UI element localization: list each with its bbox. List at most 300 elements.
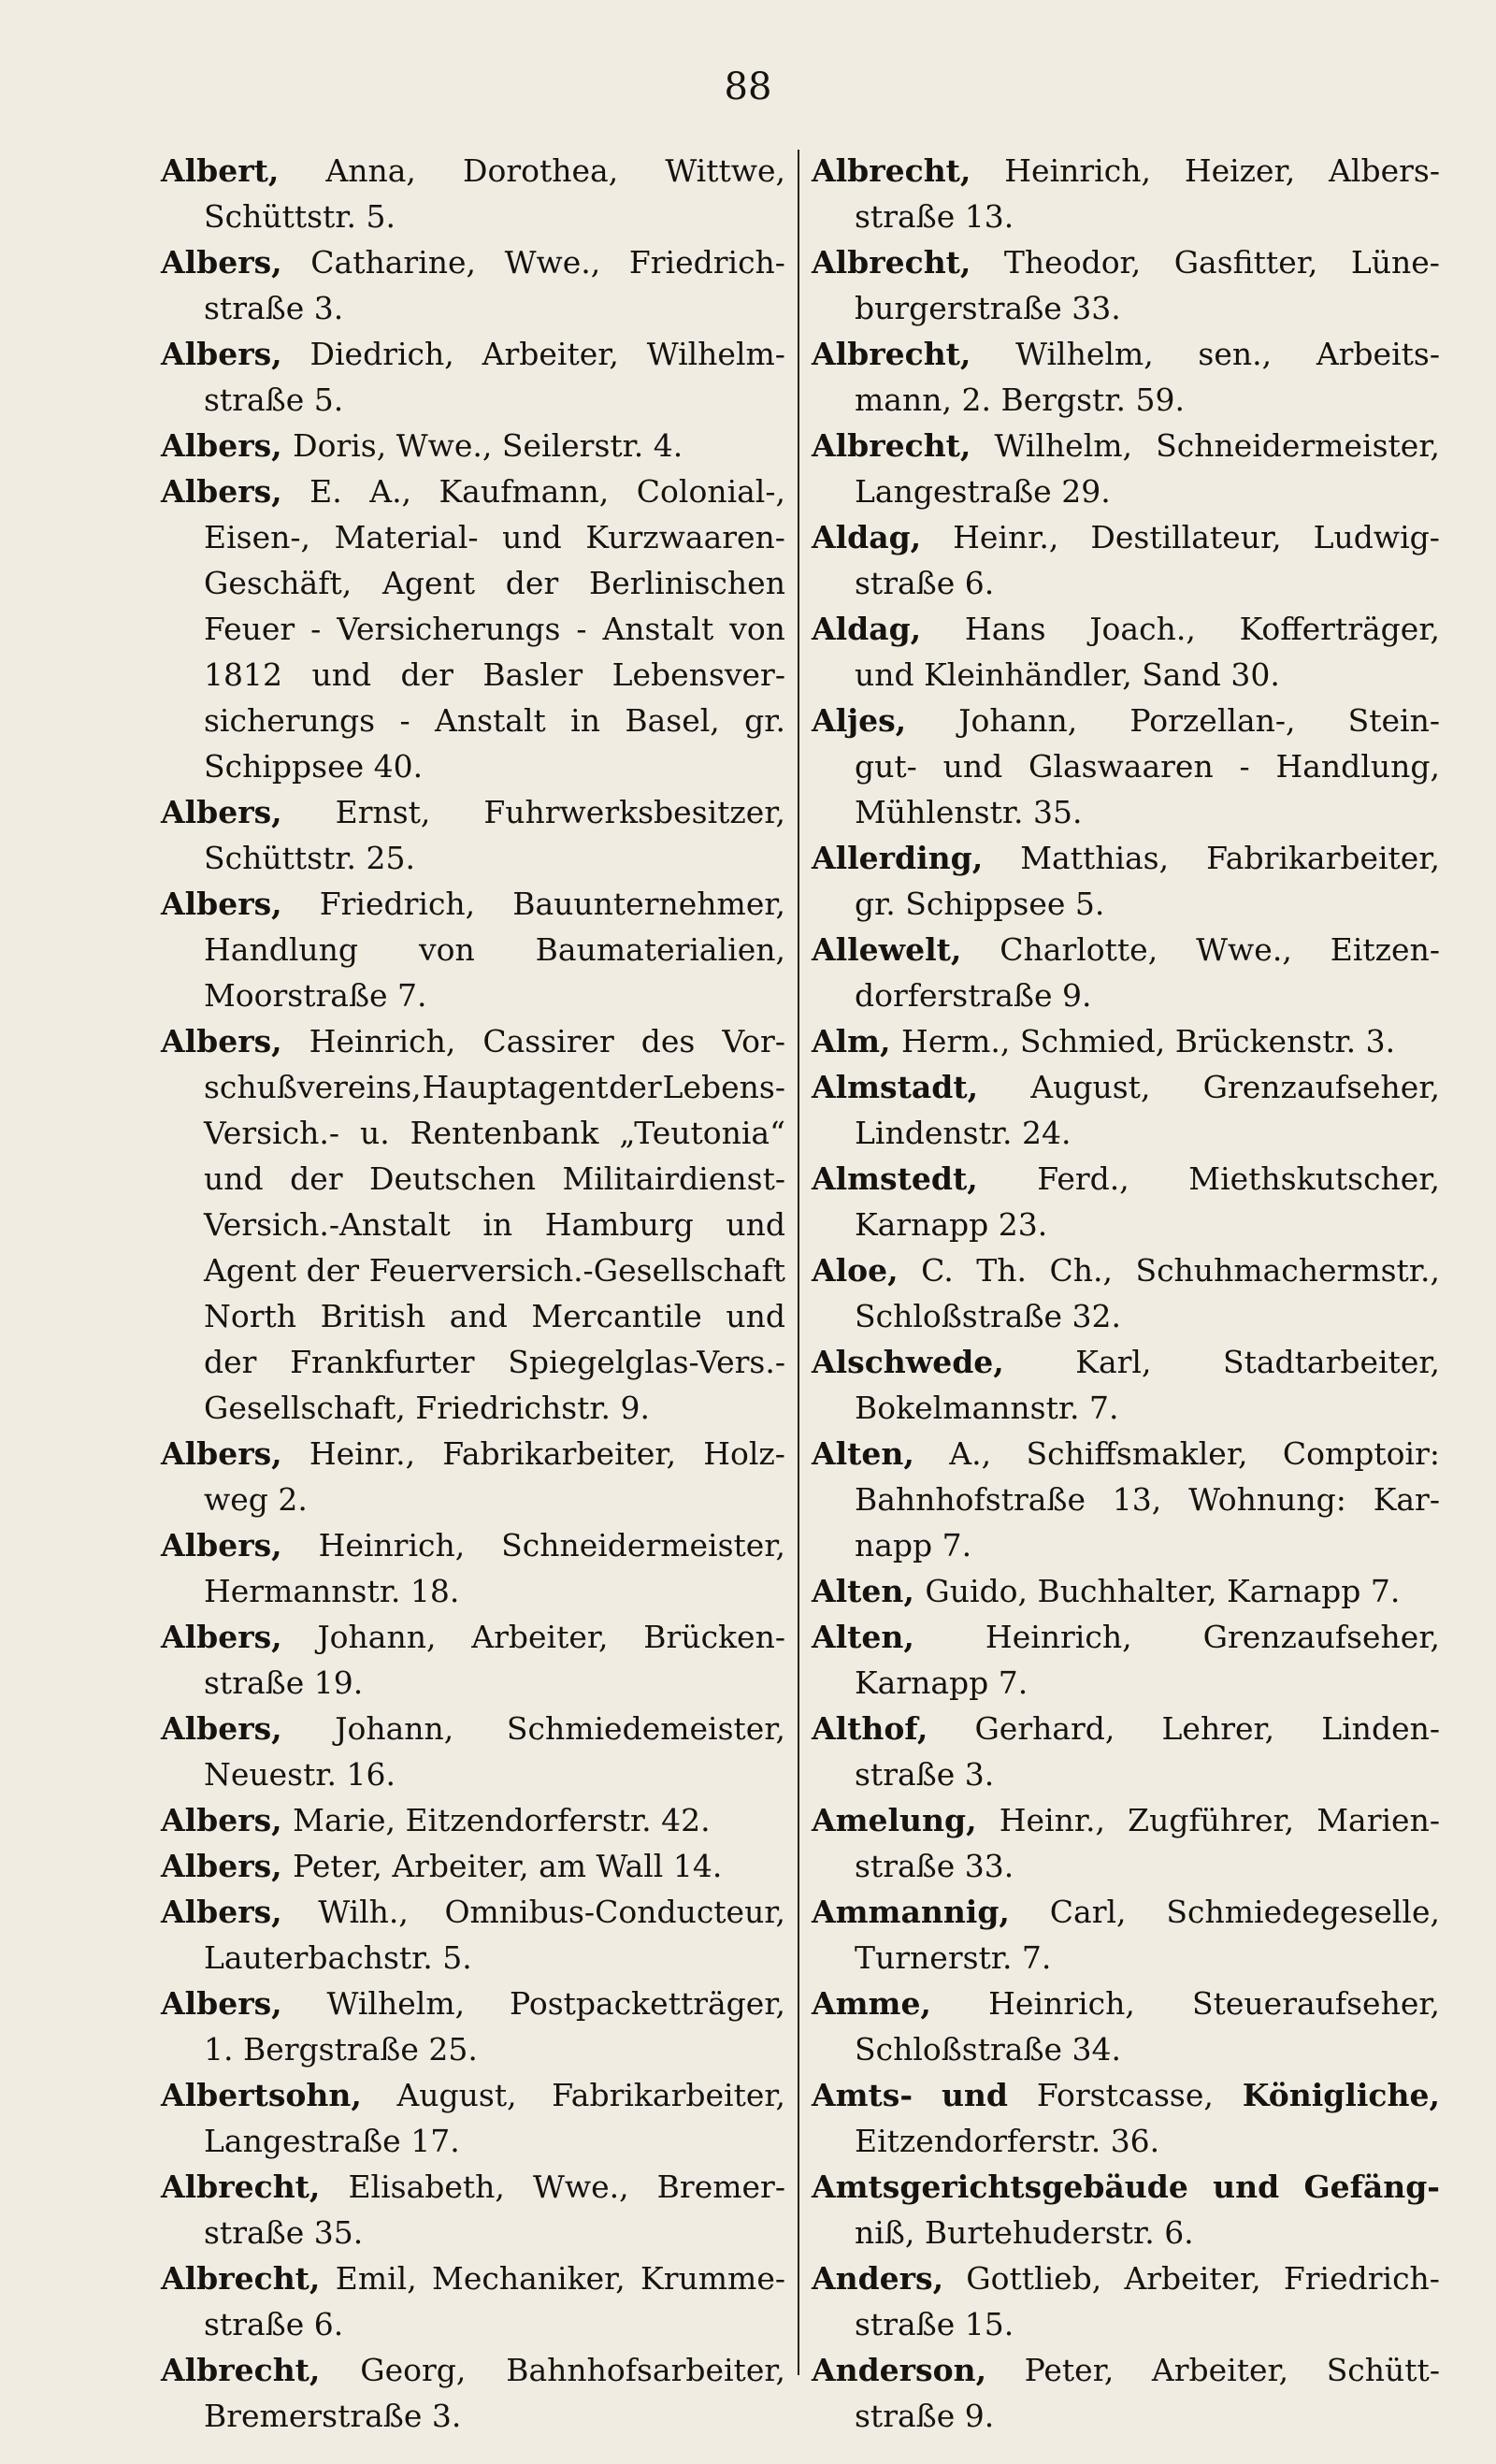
entry-continuation-line <box>812 1935 1440 1981</box>
entry-first-line <box>161 1981 785 2026</box>
directory-entry <box>161 1981 785 2072</box>
word: Schüttstr. <box>204 840 367 876</box>
entry-continuation-line <box>161 606 785 652</box>
word: Friedrich- <box>628 244 785 281</box>
word: Hermannstr. <box>204 1573 410 1609</box>
word: Rentenbank <box>410 1115 599 1151</box>
entry-first-line <box>812 1568 1440 1614</box>
word: Albrecht, <box>812 244 971 281</box>
word: Marien- <box>1316 1802 1440 1838</box>
word: Feuer <box>204 611 295 647</box>
word: Ludwig- <box>1313 519 1440 555</box>
word: Bokelmannstr. <box>855 1390 1089 1426</box>
directory-entry <box>812 423 1440 514</box>
directory-entry <box>812 1797 1440 1889</box>
entry-continuation-line <box>161 1110 785 1156</box>
word: Arbeiter, <box>1151 2352 1289 2388</box>
directory-entry <box>161 1889 785 1981</box>
entry-first-line <box>812 239 1440 285</box>
entry-continuation-line <box>812 973 1440 1018</box>
word: Johann, <box>317 1619 437 1655</box>
word: Amts- <box>812 2077 913 2113</box>
word: Dorothea, <box>463 152 619 189</box>
word: Schloßstraße <box>855 2031 1072 2068</box>
entry-continuation-line <box>812 1660 1440 1706</box>
entry-continuation-line <box>812 2393 1440 2439</box>
word: Albrecht, <box>812 152 971 189</box>
word: Doris, <box>293 427 396 464</box>
word: schußvereins, <box>204 1069 422 1105</box>
word: 7. <box>942 1527 972 1563</box>
entry-continuation-line <box>161 652 785 698</box>
entry-continuation-line <box>812 1385 1440 1431</box>
word: Handlung <box>204 931 359 968</box>
entry-continuation-line <box>161 2301 785 2347</box>
word: Georg, <box>360 2352 467 2388</box>
entry-continuation-line <box>161 285 785 331</box>
word: Lebens- <box>662 1069 785 1105</box>
word: Schmied, <box>1019 1023 1175 1059</box>
word: Forstcasse, <box>1036 2077 1214 2113</box>
entry-first-line <box>812 1981 1440 2026</box>
word: Aljes, <box>812 702 907 739</box>
word: Albert, <box>161 152 280 189</box>
word: 24. <box>1021 1115 1072 1151</box>
word: Vor- <box>722 1023 785 1059</box>
word: 32. <box>1072 1298 1121 1334</box>
entry-continuation-line <box>812 789 1440 835</box>
word: 3. <box>313 290 344 326</box>
word: Anstalt <box>602 611 714 647</box>
word: Hamburg <box>544 1206 694 1243</box>
word: August, <box>1030 1069 1151 1105</box>
entry-continuation-line <box>812 1477 1440 1522</box>
word: Emil, <box>335 2260 417 2297</box>
word: Heinrich, <box>309 1023 456 1059</box>
word: Anders, <box>812 2260 944 2297</box>
word: Berlinischen <box>589 565 785 601</box>
word: Johann, <box>335 1710 454 1747</box>
entry-first-line <box>812 927 1440 973</box>
entry-continuation-line <box>161 377 785 423</box>
word: Lauterbachstr. <box>204 1939 443 1976</box>
word: 1. <box>204 2031 243 2068</box>
word: Schuhmachermstr., <box>1135 1252 1440 1289</box>
word: Fuhrwerksbesitzer, <box>483 794 785 830</box>
word: Theodor, <box>1003 244 1142 281</box>
word: Guido, <box>925 1573 1038 1609</box>
word: Schüttstr. <box>204 198 367 235</box>
page-number: 88 <box>724 65 772 108</box>
word: straße <box>204 2306 314 2342</box>
entry-first-line <box>161 1797 785 1843</box>
word: der <box>306 1252 360 1289</box>
word: Heinrich, <box>318 1527 466 1563</box>
word: 36. <box>1110 2123 1160 2159</box>
entry-continuation-line <box>161 743 785 789</box>
word: Kofferträger, <box>1239 611 1440 647</box>
word: Wittwe, <box>665 152 785 189</box>
entry-first-line <box>161 2072 785 2118</box>
directory-entry <box>812 1247 1440 1339</box>
word: Omnibus-Conducteur, <box>444 1894 785 1930</box>
directory-entry <box>812 239 1440 331</box>
directory-entry <box>812 148 1440 239</box>
word: Karl, <box>1075 1344 1152 1380</box>
word: Schiffsmakler, <box>1026 1435 1248 1472</box>
word: straße <box>855 198 965 235</box>
word: Eitzendorferstr. <box>405 1802 662 1838</box>
word: Bahnhofstraße <box>855 1481 1086 1518</box>
word: straße <box>855 565 965 601</box>
word: Gerhard, <box>974 1710 1115 1747</box>
directory-entry <box>161 881 785 1018</box>
word: 7. <box>1089 1390 1119 1426</box>
entry-continuation-line <box>161 2026 785 2072</box>
word: Schütt- <box>1326 2352 1440 2388</box>
word: Alten, <box>812 1619 914 1655</box>
word: Arbeiter, <box>1124 2260 1261 2297</box>
word: 6. <box>313 2306 344 2342</box>
directory-entry <box>812 331 1440 423</box>
word: Arbeiter, <box>482 336 619 372</box>
word: 59. <box>1135 382 1185 418</box>
word: Kleinhändler, <box>924 656 1143 693</box>
word: 9. <box>620 1390 651 1426</box>
entry-continuation-line <box>812 1202 1440 1247</box>
word: Bremer- <box>656 2169 785 2205</box>
entry-first-line <box>161 423 785 468</box>
entry-first-line <box>812 2255 1440 2301</box>
word: 29. <box>1061 473 1111 510</box>
directory-entry <box>812 1889 1440 1981</box>
entry-continuation-line <box>161 1247 785 1293</box>
word: Eitzendorferstr. <box>855 2123 1111 2159</box>
word: 19. <box>313 1664 364 1701</box>
entry-first-line <box>812 1064 1440 1110</box>
word: Mechaniker, <box>432 2260 626 2297</box>
word: 7. <box>998 1664 1028 1701</box>
word: and <box>449 1298 508 1334</box>
word: Gefäng- <box>1303 2169 1440 2205</box>
word: Gasfitter, <box>1173 244 1318 281</box>
directory-entry <box>812 698 1440 835</box>
word: Bergstraße <box>242 2031 429 2068</box>
word: Baumaterialien, <box>535 931 785 968</box>
entry-continuation-line <box>161 2210 785 2255</box>
word: Amtsgerichtsgebäude <box>812 2169 1188 2205</box>
word: Heizer, <box>1184 152 1296 189</box>
word: 6. <box>1164 2214 1194 2251</box>
word: 25. <box>428 2031 478 2068</box>
word: 1812 <box>204 656 282 693</box>
word: und <box>502 519 562 555</box>
word: in <box>482 1206 513 1243</box>
word: Bergstr. <box>1000 382 1136 418</box>
entry-continuation-line <box>812 652 1440 698</box>
entry-continuation-line <box>812 1110 1440 1156</box>
word: 2. <box>961 382 1001 418</box>
word: Schneidermeister, <box>501 1527 785 1563</box>
entry-first-line <box>161 1889 785 1935</box>
word: Heinr., <box>309 1435 416 1472</box>
entry-continuation-line <box>161 1293 785 1339</box>
directory-entry <box>812 606 1440 698</box>
word: 17. <box>410 2123 460 2159</box>
word: Elisabeth, <box>348 2169 505 2205</box>
word: Bremerstraße <box>204 2398 432 2434</box>
word: Karnapp <box>1227 1573 1371 1609</box>
word: Marie, <box>293 1802 406 1838</box>
directory-entry <box>161 1522 785 1614</box>
entry-first-line <box>812 1018 1440 1064</box>
entry-first-line <box>161 1614 785 1660</box>
directory-entry <box>161 331 785 423</box>
word: gut- <box>855 748 917 785</box>
entry-continuation-line <box>161 514 785 560</box>
word: Glaswaaren <box>1028 748 1214 785</box>
directory-entry <box>161 1431 785 1522</box>
word: Miethskutscher, <box>1188 1160 1440 1197</box>
word: Albers, <box>161 1435 282 1472</box>
entry-continuation-line <box>161 1935 785 1981</box>
word: Sand <box>1142 656 1231 693</box>
left-column <box>161 148 785 2439</box>
word: North <box>204 1298 297 1334</box>
word: Aldag, <box>812 611 922 647</box>
word: 9. <box>1062 977 1092 1014</box>
entry-first-line <box>161 2255 785 2301</box>
right-column <box>812 148 1440 2439</box>
directory-entry <box>161 1706 785 1797</box>
word: Herm., <box>901 1023 1020 1059</box>
directory-entry <box>161 423 785 468</box>
word: Albers- <box>1329 152 1440 189</box>
word: Grenzaufseher, <box>1202 1069 1440 1105</box>
word: 7. <box>397 977 427 1014</box>
word: 35. <box>313 2214 364 2251</box>
directory-entry <box>812 1156 1440 1247</box>
word: Versich.- <box>204 1115 339 1151</box>
word: Diedrich, <box>309 336 454 372</box>
entry-first-line <box>161 789 785 835</box>
word: Almstadt, <box>812 1069 979 1105</box>
word: Albers, <box>161 1710 282 1747</box>
entry-continuation-line <box>161 973 785 1018</box>
entry-continuation-line <box>812 2301 1440 2347</box>
word: des <box>640 1023 696 1059</box>
word: und <box>855 656 925 693</box>
word: Seilerstr. <box>501 427 654 464</box>
entry-first-line <box>812 1889 1440 1935</box>
word: Hans <box>964 611 1046 647</box>
word: der <box>400 656 453 693</box>
word: und <box>942 748 1003 785</box>
word: Agent <box>382 565 475 601</box>
directory-entry <box>812 1706 1440 1797</box>
word: Peter, <box>1024 2352 1115 2388</box>
word: straße <box>204 2214 314 2251</box>
column-divider <box>798 150 799 2375</box>
word: Alm, <box>812 1023 902 1059</box>
word: Turnerstr. <box>855 1939 1022 1976</box>
word: Schippsee <box>204 748 374 785</box>
word: Wwe., <box>396 427 502 464</box>
entry-first-line <box>161 881 785 927</box>
word: Versich.-Anstalt <box>204 1206 451 1243</box>
word: sicherungs <box>204 702 376 739</box>
directory-entry <box>161 2347 785 2439</box>
word: Ch., <box>1049 1252 1113 1289</box>
word: 5. <box>366 198 396 235</box>
word: weg <box>204 1481 279 1518</box>
word: 16. <box>346 1756 396 1793</box>
word: und <box>726 1206 785 1243</box>
word: Fabrikarbeiter, <box>442 1435 677 1472</box>
word: Eisen-, <box>204 519 311 555</box>
word: dorferstraße <box>855 977 1062 1014</box>
word: Albers, <box>161 886 282 922</box>
entry-first-line <box>161 1706 785 1751</box>
word: der <box>204 1344 257 1380</box>
directory-entry <box>812 1568 1440 1614</box>
word: Charlotte, <box>1000 931 1158 968</box>
word: Schippsee <box>905 886 1075 922</box>
entry-continuation-line <box>161 1156 785 1202</box>
word: 15. <box>964 2306 1014 2342</box>
word: British <box>320 1298 426 1334</box>
word: Albers, <box>161 336 282 372</box>
word: Versicherungs <box>337 611 561 647</box>
entry-first-line <box>161 2164 785 2210</box>
word: Stein- <box>1347 702 1440 739</box>
word: Lüne- <box>1350 244 1440 281</box>
word: der <box>290 1160 343 1197</box>
word: Peter, <box>293 1848 393 1884</box>
directory-entry <box>812 1981 1440 2072</box>
entry-continuation-line <box>161 2118 785 2164</box>
word: Frankfurter <box>290 1344 475 1380</box>
word: Langestraße <box>204 2123 411 2159</box>
entry-continuation-line <box>161 1202 785 1247</box>
entry-continuation-line <box>161 927 785 973</box>
entry-continuation-line <box>812 881 1440 927</box>
entry-continuation-line <box>812 1293 1440 1339</box>
word: 3. <box>431 2398 462 2434</box>
word: Heinrich, <box>1004 152 1151 189</box>
word: Johann, <box>958 702 1078 739</box>
word: Albers, <box>161 1527 282 1563</box>
word: Moorstraße <box>204 977 398 1014</box>
word: Lehrer, <box>1161 1710 1275 1747</box>
entry-continuation-line <box>812 285 1440 331</box>
entry-continuation-line <box>812 1751 1440 1797</box>
directory-entry <box>161 1614 785 1706</box>
word: 40. <box>373 748 424 785</box>
entry-first-line <box>161 2347 785 2393</box>
word: Heinrich, <box>985 1619 1132 1655</box>
directory-entry <box>161 1018 785 1431</box>
word: A., <box>369 473 412 510</box>
word: - <box>310 611 322 647</box>
entry-first-line <box>812 1247 1440 1293</box>
word: „Teutonia“ <box>619 1115 785 1151</box>
word: in <box>570 702 600 739</box>
directory-entry <box>161 1797 785 1843</box>
word: Cassirer <box>482 1023 614 1059</box>
word: Fabrikarbeiter, <box>1206 840 1440 876</box>
word: straße <box>855 1848 965 1884</box>
directory-entry <box>812 2164 1440 2255</box>
word: Albrecht, <box>161 2260 321 2297</box>
entry-continuation-line <box>812 194 1440 239</box>
word: August, <box>396 2077 517 2113</box>
directory-entry <box>161 148 785 239</box>
word: und <box>311 656 372 693</box>
entry-first-line <box>812 1156 1440 1202</box>
word: 5. <box>442 1939 472 1976</box>
directory-entry <box>161 2255 785 2347</box>
word: Th. <box>976 1252 1027 1289</box>
word: Albers, <box>161 1802 294 1838</box>
word: Ammannig, <box>812 1894 1010 1930</box>
word: Karnapp <box>855 1664 999 1701</box>
directory-entry <box>812 514 1440 606</box>
word: Ferd., <box>1037 1160 1129 1197</box>
directory-entry <box>161 239 785 331</box>
word: Alschwede, <box>812 1344 1004 1380</box>
directory-entry <box>161 2072 785 2164</box>
entry-continuation-line <box>812 1843 1440 1889</box>
word: burgerstraße <box>855 290 1072 326</box>
word: 3. <box>964 1756 995 1793</box>
entry-continuation-line <box>812 377 1440 423</box>
word: Kar- <box>1373 1481 1440 1518</box>
word: Arbeiter, <box>471 1619 609 1655</box>
word: Bahnhofsarbeiter, <box>506 2352 785 2388</box>
word: Militairdienst- <box>562 1160 785 1197</box>
word: Carl, <box>1049 1894 1127 1930</box>
entry-continuation-line <box>161 1385 785 1431</box>
directory-entry <box>812 2347 1440 2439</box>
entry-first-line <box>812 331 1440 377</box>
word: Friedrich, <box>319 886 476 922</box>
word: und <box>1213 2169 1280 2205</box>
word: Kurzwaaren- <box>585 519 785 555</box>
word: der <box>609 1069 662 1105</box>
word: Albrecht, <box>161 2352 321 2388</box>
word: Wilhelm, <box>326 1985 466 2022</box>
entry-first-line <box>161 1843 785 1889</box>
word: Karnapp <box>855 1206 999 1243</box>
word: Albertsohn, <box>161 2077 362 2113</box>
word: Mühlenstr. <box>855 794 1033 830</box>
word: Buchhalter, <box>1037 1573 1228 1609</box>
word: Wilh., <box>318 1894 409 1930</box>
entry-continuation-line <box>161 194 785 239</box>
word: Anderson, <box>812 2352 987 2388</box>
entry-first-line <box>161 148 785 194</box>
entry-first-line <box>812 1706 1440 1751</box>
word: 18. <box>410 1573 460 1609</box>
word: Spiegelglas-Vers.- <box>508 1344 785 1380</box>
word: Wilhelm- <box>646 336 785 372</box>
word: Destillateur, <box>1090 519 1282 555</box>
word: Agent <box>204 1252 296 1289</box>
word: Gesellschaft, <box>204 1390 416 1426</box>
entry-first-line <box>161 1018 785 1064</box>
word: Mercantile <box>531 1298 702 1334</box>
